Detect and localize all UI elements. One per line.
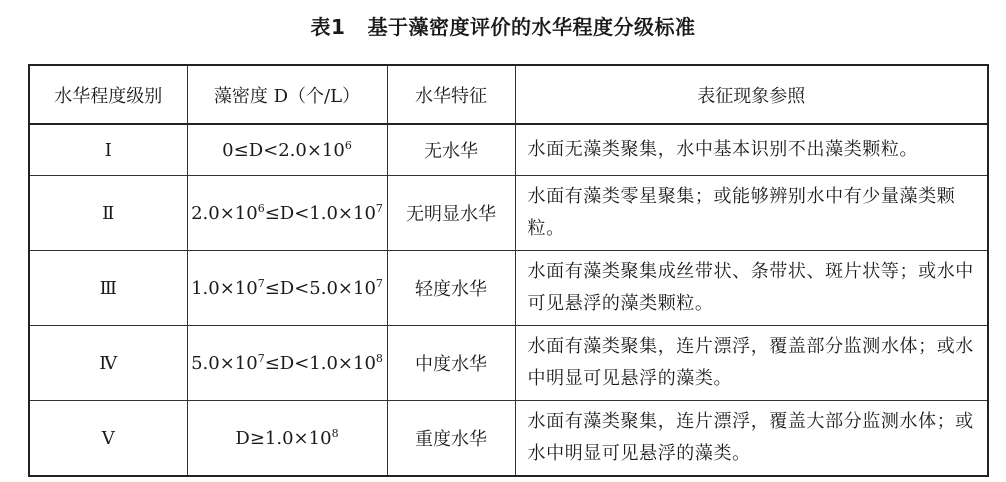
cell-density (187, 401, 387, 477)
header-reference: 表征现象参照 (515, 65, 988, 124)
density-exponent: 6 (257, 201, 265, 215)
cell-reference: 水面有藻类零星聚集；或能够辨别水中有少量藻类颗粒。 (515, 176, 988, 251)
density-exponent: 6 (344, 138, 352, 152)
cell-density (187, 176, 387, 251)
density-exponent: 7 (375, 276, 383, 290)
cell-level: Ⅲ (29, 251, 187, 326)
table-number: 表1 (310, 15, 346, 39)
table-row (29, 401, 988, 477)
density-exponent: 7 (257, 276, 265, 290)
cell-feature: 中度水华 (387, 326, 515, 401)
cell-reference: 水面无藻类聚集，水中基本识别不出藻类颗粒。 (515, 124, 988, 176)
density-part: ≤D<1.0×10 (264, 202, 376, 224)
cell-density (187, 326, 387, 401)
cell-feature: 重度水华 (387, 401, 515, 477)
table-row (29, 176, 988, 251)
density-part: D≥1.0×10 (235, 427, 332, 449)
bloom-grade-table (28, 64, 989, 477)
cell-density (187, 124, 387, 176)
table-row (29, 124, 988, 176)
density-exponent: 8 (375, 351, 383, 365)
density-part: ≤D<1.0×10 (264, 352, 376, 374)
cell-level: Ⅳ (29, 326, 187, 401)
cell-feature: 无明显水华 (387, 176, 515, 251)
table-header-row (29, 65, 988, 124)
header-feature: 水华特征 (387, 65, 515, 124)
cell-feature: 轻度水华 (387, 251, 515, 326)
table-caption: 基于藻密度评价的水华程度分级标准 (367, 15, 696, 39)
cell-density (187, 251, 387, 326)
density-part: 5.0×10 (191, 352, 258, 374)
header-level: 水华程度级别 (29, 65, 187, 124)
density-exponent: 7 (257, 351, 265, 365)
density-part: ≤D<5.0×10 (264, 277, 376, 299)
table-title (0, 12, 1006, 42)
cell-reference: 水面有藻类聚集，连片漂浮，覆盖部分监测水体；或水中明显可见悬浮的藻类。 (515, 326, 988, 401)
density-part: 1.0×10 (191, 277, 258, 299)
cell-level: Ⅱ (29, 176, 187, 251)
density-exponent: 7 (375, 201, 383, 215)
density-part: 2.0×10 (191, 202, 258, 224)
cell-feature: 无水华 (387, 124, 515, 176)
density-exponent: 8 (331, 426, 339, 440)
header-density: 藻密度 D（个/L） (187, 65, 387, 124)
density-part: 0≤D<2.0×10 (222, 139, 345, 161)
cell-level: Ⅴ (29, 401, 187, 477)
table-row (29, 326, 988, 401)
cell-reference: 水面有藻类聚集，连片漂浮，覆盖大部分监测水体；或水中明显可见悬浮的藻类。 (515, 401, 988, 477)
cell-level: Ⅰ (29, 124, 187, 176)
table-row (29, 251, 988, 326)
cell-reference: 水面有藻类聚集成丝带状、条带状、斑片状等；或水中可见悬浮的藻类颗粒。 (515, 251, 988, 326)
